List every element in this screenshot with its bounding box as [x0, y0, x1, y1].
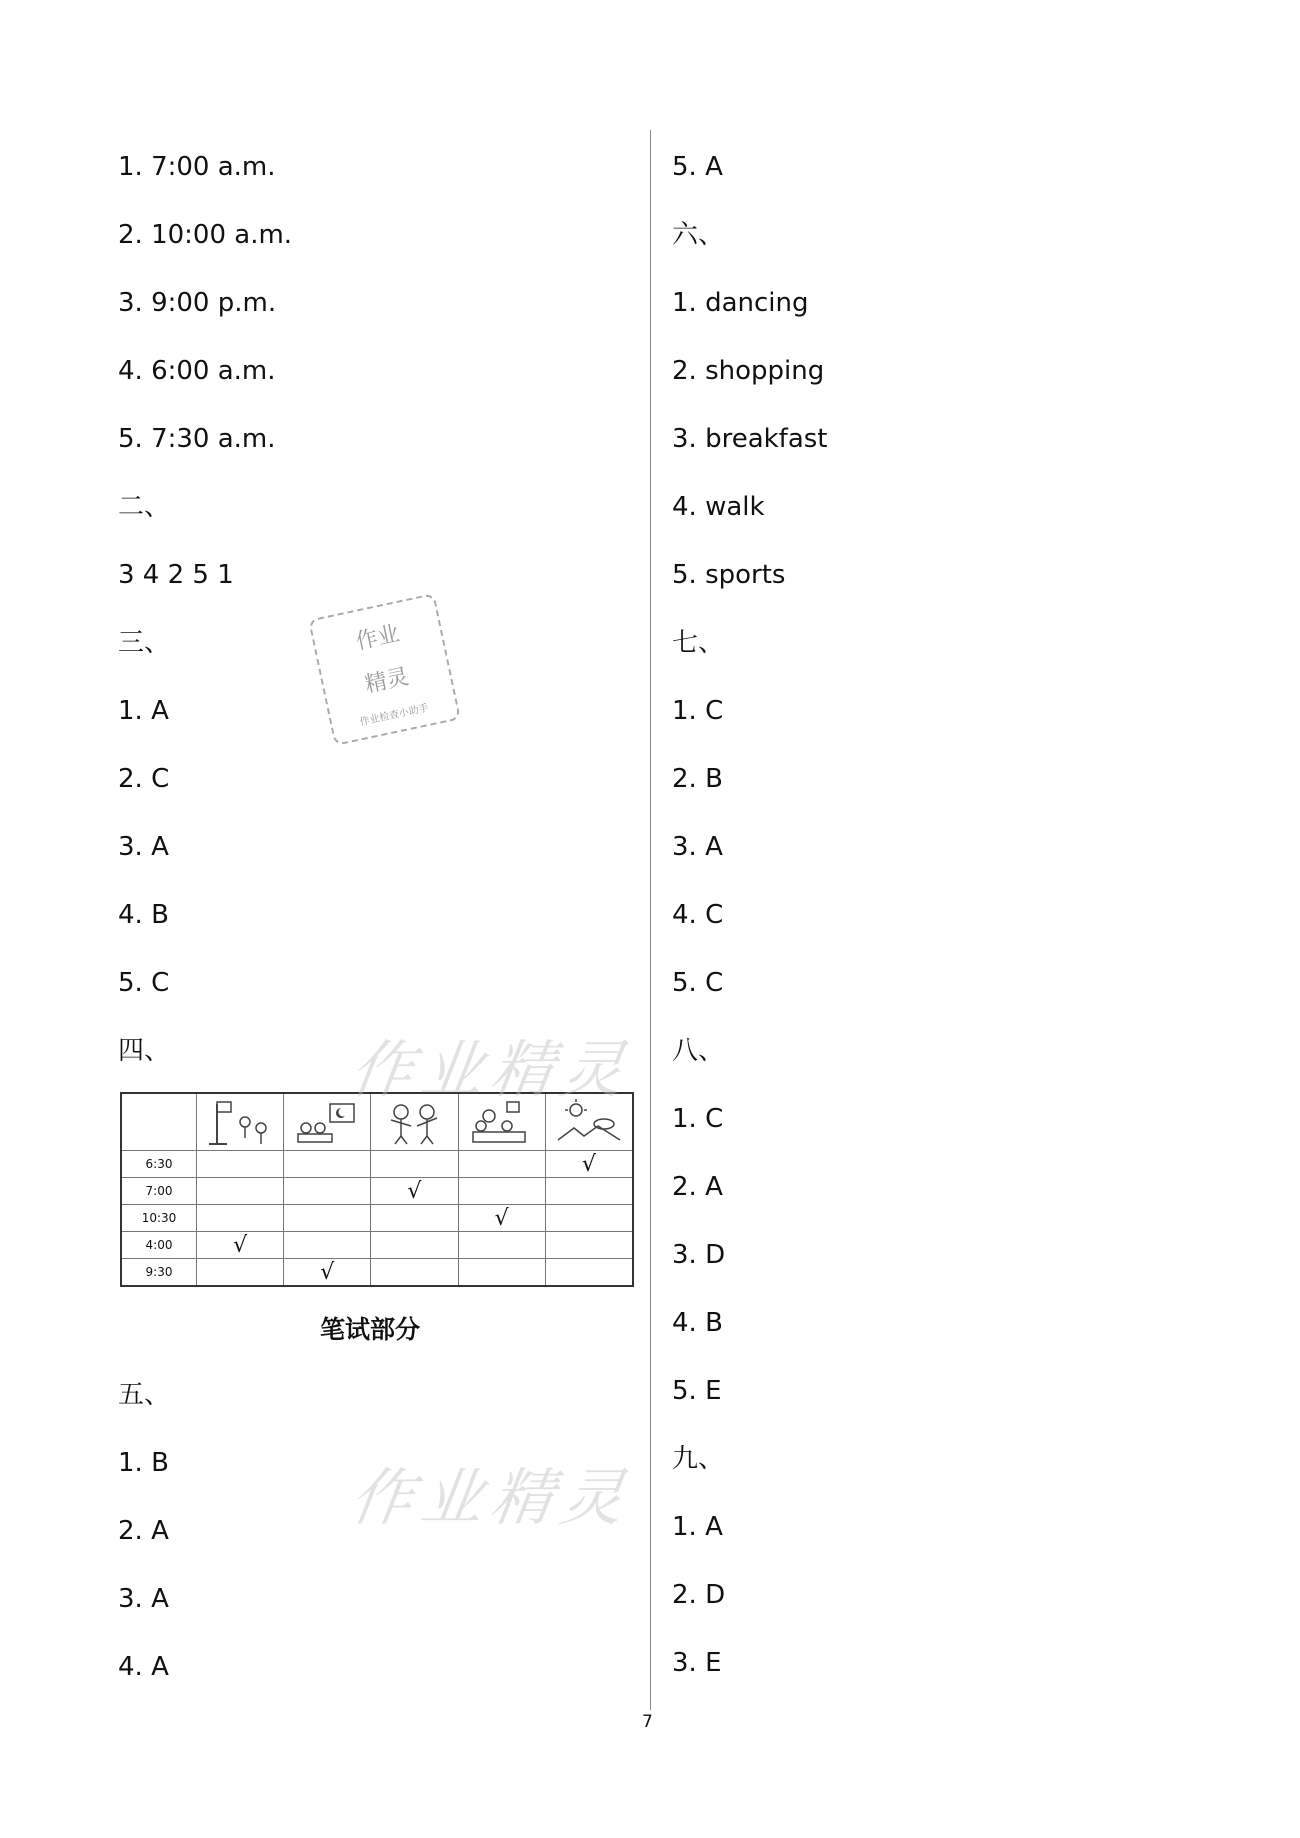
time-cell: 9:30: [121, 1259, 197, 1287]
mark-cell: [458, 1151, 545, 1178]
answer-line: 5. 7:30 a.m.: [118, 424, 276, 454]
answer-line: 5. C: [118, 968, 170, 998]
answer-line: 4. B: [118, 900, 169, 930]
answer-line: 5. E: [672, 1376, 722, 1406]
answer-line: 3. E: [672, 1648, 722, 1678]
basketball-icon: [197, 1093, 284, 1151]
answer-line: 4. 6:00 a.m.: [118, 356, 276, 386]
table-row: [121, 1232, 633, 1259]
answer-line: 1. B: [118, 1448, 169, 1478]
section-heading: 五、: [118, 1380, 171, 1410]
answer-line: 5. C: [672, 968, 724, 998]
time-cell: 7:00: [121, 1178, 197, 1205]
mark-cell: [284, 1205, 371, 1232]
time-cell: 4:00: [121, 1232, 197, 1259]
answer-line: 3. A: [672, 832, 723, 862]
answer-line: 3. 9:00 p.m.: [118, 288, 277, 318]
answer-line: 2. D: [672, 1580, 726, 1610]
table-row: [121, 1151, 633, 1178]
mark-cell: [371, 1232, 458, 1259]
answer-line: 4. C: [672, 900, 724, 930]
mark-cell: [197, 1178, 284, 1205]
mark-cell: [371, 1259, 458, 1287]
mark-cell: [371, 1151, 458, 1178]
stamp-caption: 作业检查小助手: [358, 702, 430, 729]
answer-line: 2. shopping: [672, 356, 825, 386]
mark-cell: √: [284, 1259, 371, 1287]
watermark-text: 作业精灵: [346, 1033, 637, 1106]
mark-cell: [545, 1232, 633, 1259]
mark-cell: [458, 1178, 545, 1205]
page-number: 7: [642, 1712, 653, 1732]
table-corner-cell: [121, 1093, 197, 1151]
table-row: [121, 1178, 633, 1205]
answer-line: 1. A: [672, 1512, 723, 1542]
activity-table: [120, 1092, 634, 1287]
answer-line: 3. breakfast: [672, 424, 828, 454]
answer-line: 1. C: [672, 696, 724, 726]
mark-cell: √: [371, 1178, 458, 1205]
answer-line: 2. B: [672, 764, 723, 794]
mark-cell: [545, 1205, 633, 1232]
section-heading: 二、: [118, 492, 171, 522]
mark-cell: [284, 1151, 371, 1178]
answer-line: 1. 7:00 a.m.: [118, 152, 276, 182]
mark-cell: √: [545, 1151, 633, 1178]
watermark-text: 作业精灵: [346, 1461, 637, 1534]
answer-line: 4. A: [118, 1652, 169, 1682]
mark-cell: [197, 1205, 284, 1232]
mark-cell: [458, 1259, 545, 1287]
answer-line: 3 4 2 5 1: [118, 560, 234, 590]
answer-line: 3. A: [118, 1584, 169, 1614]
table-row: [121, 1259, 633, 1287]
answer-line: 2. 10:00 a.m.: [118, 220, 293, 250]
mark-cell: √: [458, 1205, 545, 1232]
mark-cell: [371, 1205, 458, 1232]
section-heading: 六、: [672, 220, 725, 250]
answer-line: 1. dancing: [672, 288, 809, 318]
answer-line: 4. B: [672, 1308, 723, 1338]
mark-cell: [545, 1259, 633, 1287]
answer-line: 2. A: [118, 1516, 169, 1546]
answer-line: 3. D: [672, 1240, 726, 1270]
mark-cell: [284, 1178, 371, 1205]
table-row: [121, 1205, 633, 1232]
answer-line: 2. A: [672, 1172, 723, 1202]
written-section-title: 笔试部分: [320, 1315, 421, 1344]
mark-cell: [197, 1151, 284, 1178]
time-cell: 6:30: [121, 1151, 197, 1178]
stamp-title-1: 作业: [353, 621, 402, 656]
section-heading: 七、: [672, 628, 725, 658]
answer-line: 1. A: [118, 696, 169, 726]
section-heading: 九、: [672, 1444, 725, 1474]
answer-line: 5. sports: [672, 560, 786, 590]
answer-line: 3. A: [118, 832, 169, 862]
column-divider: [650, 130, 651, 1710]
answer-line: 5. A: [672, 152, 723, 182]
watermark-stamp: [308, 593, 461, 746]
answer-line: 4. walk: [672, 492, 765, 522]
section-heading: 四、: [118, 1036, 171, 1066]
time-cell: 10:30: [121, 1205, 197, 1232]
section-heading: 三、: [118, 628, 171, 658]
section-heading: 八、: [672, 1036, 725, 1066]
stamp-title-2: 精灵: [362, 664, 412, 699]
mark-cell: [284, 1232, 371, 1259]
mark-cell: [545, 1178, 633, 1205]
mark-cell: [458, 1232, 545, 1259]
answer-line: 2. C: [118, 764, 170, 794]
mark-cell: √: [197, 1232, 284, 1259]
answer-line: 1. C: [672, 1104, 724, 1134]
mark-cell: [197, 1259, 284, 1287]
